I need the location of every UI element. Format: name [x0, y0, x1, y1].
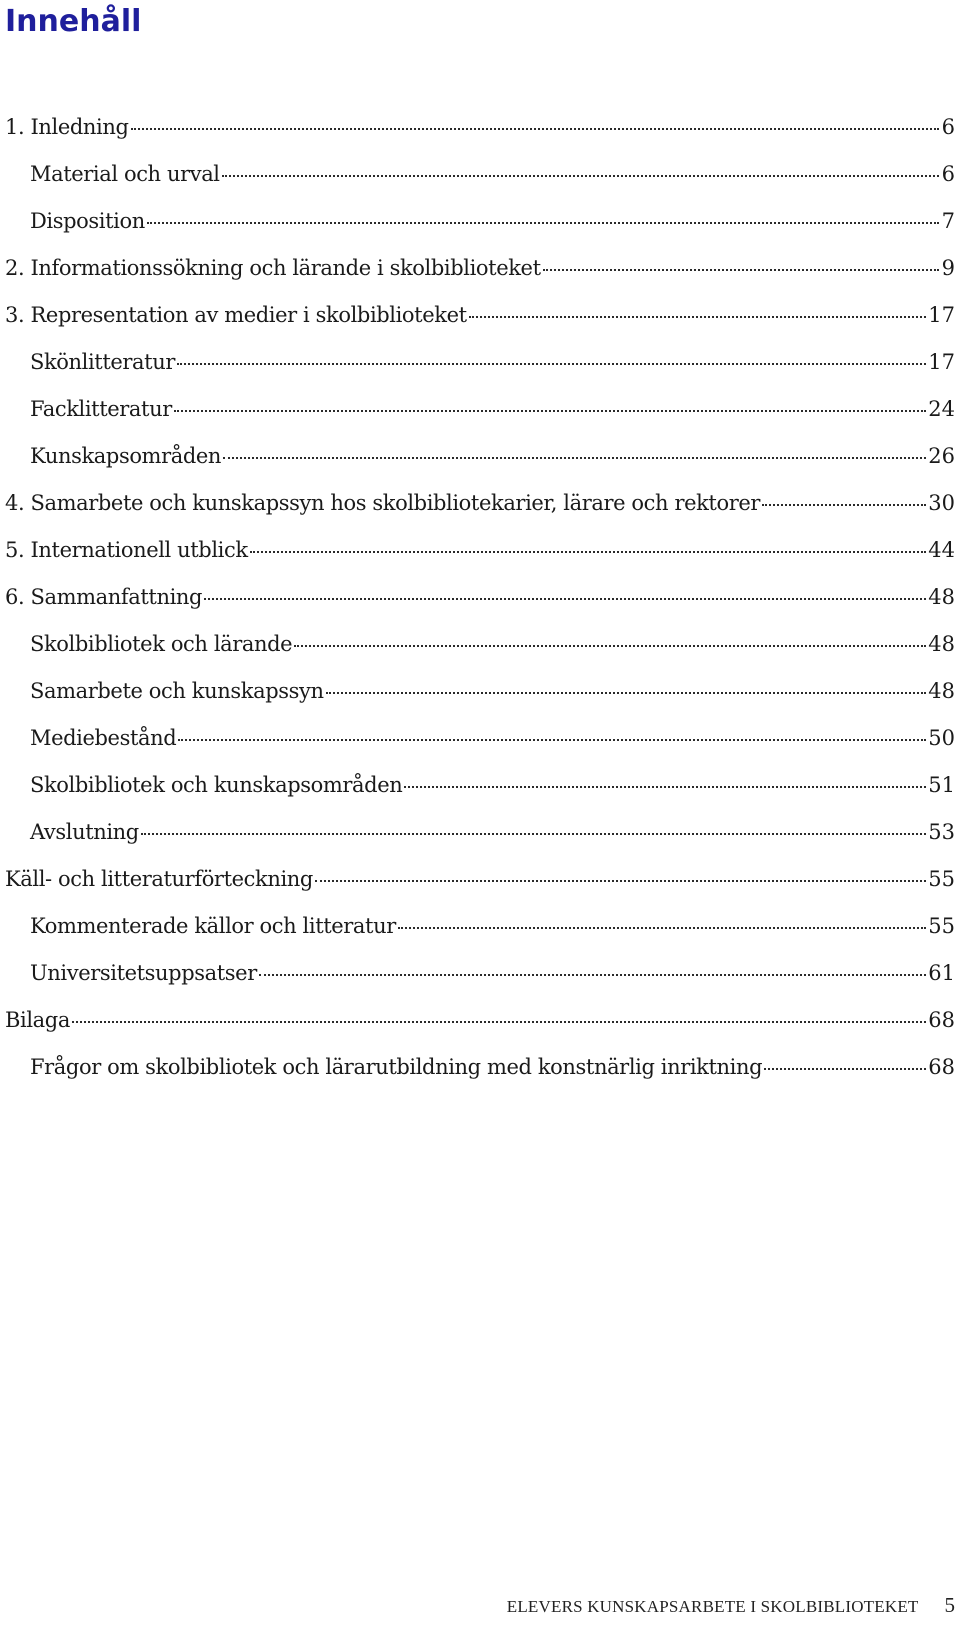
toc-entry-label: Kunskapsområden	[30, 444, 222, 468]
toc-entry[interactable]	[0, 954, 960, 1001]
toc-entry[interactable]	[0, 578, 960, 625]
page-title: Innehåll	[5, 4, 142, 39]
toc-entry-label: Skolbibliotek och lärande	[30, 632, 293, 656]
toc-entry-label: Kommenterade källor och litteratur	[30, 914, 396, 938]
toc-entry[interactable]	[0, 1048, 960, 1095]
toc-entry-page-number: 61	[928, 961, 955, 985]
toc-entry-label: 5. Internationell utblick	[5, 538, 248, 562]
toc-entry[interactable]	[0, 672, 960, 719]
toc-entry-page-number: 53	[928, 820, 955, 844]
toc-dot-leader	[543, 269, 939, 271]
toc-entry-label: Facklitteratur	[30, 397, 172, 421]
toc-dot-leader	[398, 927, 926, 929]
toc-entry-page-number: 48	[928, 679, 955, 703]
toc-entry[interactable]	[0, 1001, 960, 1048]
toc-entry-label: Bilaga	[5, 1008, 70, 1032]
toc-dot-leader	[222, 175, 939, 177]
toc-entry[interactable]	[0, 390, 960, 437]
toc-entry-page-number: 55	[928, 867, 955, 891]
toc-dot-leader	[762, 504, 926, 506]
toc-entry-page-number: 44	[928, 538, 955, 562]
toc-dot-leader	[177, 363, 926, 365]
toc-entry-label: Samarbete och kunskapssyn	[30, 679, 324, 703]
toc-dot-leader	[72, 1021, 926, 1023]
toc-dot-leader	[250, 551, 927, 553]
toc-entry-label: Material och urval	[30, 162, 220, 186]
page-number: 5	[944, 1593, 955, 1617]
toc-dot-leader	[294, 645, 926, 647]
toc-dot-leader	[147, 222, 939, 224]
toc-entry-page-number: 17	[928, 303, 955, 327]
toc-entry-label: Universitetsuppsatser	[30, 961, 257, 985]
toc-dot-leader	[141, 833, 926, 835]
toc-entry-page-number: 17	[928, 350, 955, 374]
toc-entry[interactable]	[0, 625, 960, 672]
toc-entry-label: 3. Representation av medier i skolbiblioteket	[5, 303, 467, 327]
toc-entry-label: 2. Informationssökning och lärande i skolbiblioteket	[5, 256, 541, 280]
toc-entry[interactable]	[0, 437, 960, 484]
toc-entry[interactable]	[0, 108, 960, 155]
toc-entry-page-number: 48	[928, 585, 955, 609]
toc-entry[interactable]	[0, 531, 960, 578]
toc-entry[interactable]	[0, 860, 960, 907]
toc-entry-page-number: 55	[928, 914, 955, 938]
toc-dot-leader	[223, 457, 926, 459]
toc-entry-label: Mediebestånd	[30, 726, 177, 750]
toc-dot-leader	[204, 598, 926, 600]
toc-entry-page-number: 6	[941, 115, 955, 139]
toc-entry-page-number: 24	[928, 397, 955, 421]
toc-entry[interactable]	[0, 343, 960, 390]
toc-entry[interactable]	[0, 296, 960, 343]
toc-entry-label: Käll- och litteraturförteckning	[5, 867, 313, 891]
toc-entry-label: 4. Samarbete och kunskapssyn hos skolbibliotekarier, lärare och rektorer	[5, 491, 761, 515]
toc-entry[interactable]	[0, 202, 960, 249]
toc-entry-page-number: 30	[928, 491, 955, 515]
toc-entry-label: Skönlitteratur	[30, 350, 175, 374]
toc-entry-page-number: 68	[928, 1055, 955, 1079]
toc-entry[interactable]	[0, 766, 960, 813]
page-footer	[507, 1593, 955, 1618]
toc-entry-label: Disposition	[30, 209, 145, 233]
toc-dot-leader	[259, 974, 926, 976]
toc-dot-leader	[404, 786, 926, 788]
toc-entry-page-number: 9	[941, 256, 955, 280]
toc-dot-leader	[178, 739, 926, 741]
toc-entry[interactable]	[0, 484, 960, 531]
toc-entry-page-number: 51	[928, 773, 955, 797]
toc-dot-leader	[315, 880, 926, 882]
toc-dot-leader	[764, 1068, 926, 1070]
toc-dot-leader	[326, 692, 927, 694]
toc-entry-label: Frågor om skolbibliotek och lärarutbildning med konstnärlig inriktning	[30, 1055, 763, 1079]
running-title: ELEVERS KUNSKAPSARBETE I SKOLBIBLIOTEKET	[506, 1597, 919, 1616]
toc-entry-label: 6. Sammanfattning	[5, 585, 203, 609]
toc-entry[interactable]	[0, 155, 960, 202]
toc-entry-page-number: 68	[928, 1008, 955, 1032]
toc-dot-leader	[131, 128, 939, 130]
toc-entry-page-number: 26	[928, 444, 955, 468]
toc-entry[interactable]	[0, 907, 960, 954]
toc-dot-leader	[174, 410, 926, 412]
toc-entry[interactable]	[0, 719, 960, 766]
toc-entry-label: Skolbibliotek och kunskapsområden	[30, 773, 403, 797]
toc-entry-page-number: 7	[941, 209, 955, 233]
toc-entry[interactable]	[0, 813, 960, 860]
table-of-contents	[0, 108, 960, 1095]
toc-entry-label: 1. Inledning	[5, 115, 129, 139]
toc-entry-label: Avslutning	[30, 820, 139, 844]
toc-entry-page-number: 50	[928, 726, 955, 750]
toc-entry[interactable]	[0, 249, 960, 296]
toc-entry-page-number: 48	[928, 632, 955, 656]
toc-dot-leader	[469, 316, 927, 318]
toc-entry-page-number: 6	[941, 162, 955, 186]
